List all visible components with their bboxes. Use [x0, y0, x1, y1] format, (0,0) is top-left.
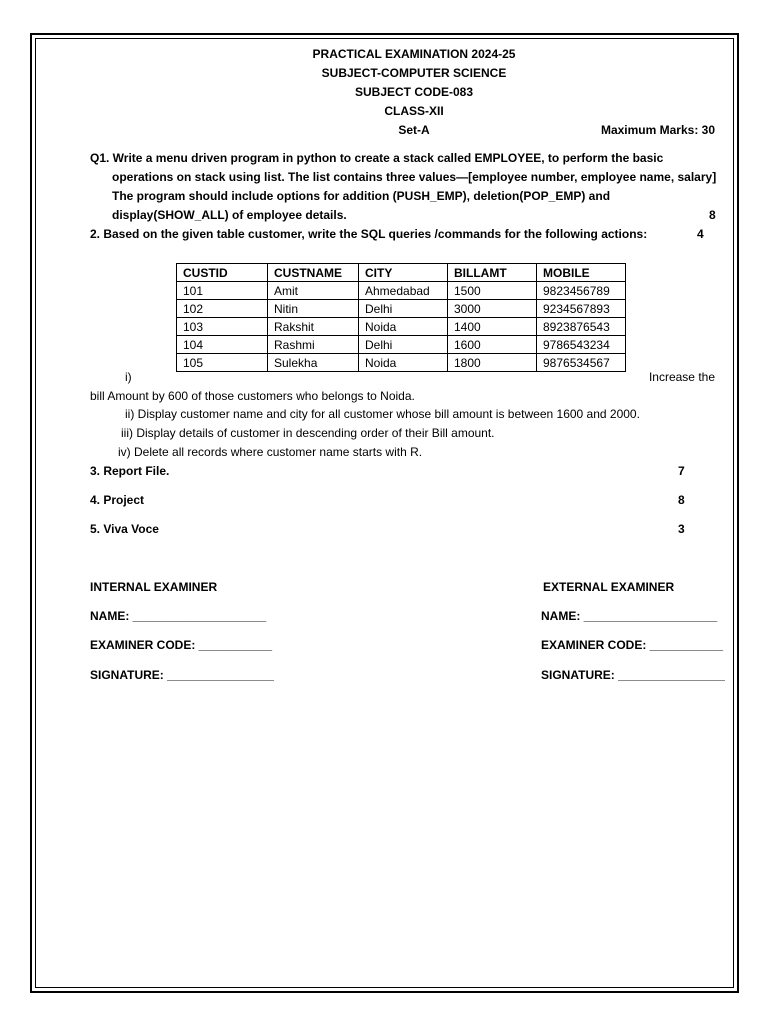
- table-cell: 8923876543: [537, 318, 626, 336]
- table-cell: Rashmi: [268, 336, 359, 354]
- q2-ii: ii) Display customer name and city for all customer whose bill amount is between 1600 and 2000.: [125, 407, 640, 421]
- table-cell: Sulekha: [268, 354, 359, 372]
- internal-signature-field: SIGNATURE: ________________: [90, 668, 274, 682]
- q5-marks: 3: [678, 522, 685, 536]
- table-row: [177, 318, 626, 336]
- q1-line3: The program should include options for addition (PUSH_EMP), deletion(POP_EMP) and: [112, 189, 611, 203]
- table-row: [177, 300, 626, 318]
- customer-table: [176, 263, 626, 372]
- q2-iii: iii) Display details of customer in descending order of their Bill amount.: [121, 426, 495, 440]
- external-examiner-title: EXTERNAL EXAMINER: [543, 580, 675, 594]
- q1-line1: Q1. Write a menu driven program in python to create a stack called EMPLOYEE, to perform the basic: [90, 151, 664, 165]
- external-code-field: EXAMINER CODE: ___________: [541, 638, 724, 652]
- q1-marks: 8: [709, 208, 716, 222]
- table-cell: Delhi: [359, 300, 448, 318]
- table-cell: 1600: [448, 336, 537, 354]
- subject-code: SUBJECT CODE-083: [354, 85, 474, 99]
- table-header-cell: CITY: [359, 264, 448, 282]
- table-cell: Rakshit: [268, 318, 359, 336]
- table-cell: 1400: [448, 318, 537, 336]
- table-cell: 1800: [448, 354, 537, 372]
- external-name-field: NAME: ____________________: [541, 609, 718, 623]
- table-cell: 101: [177, 282, 268, 300]
- max-marks: Maximum Marks: 30: [600, 123, 715, 137]
- q2-i-part1: Increase the: [648, 370, 715, 384]
- table-row: [177, 282, 626, 300]
- table-cell: 1500: [448, 282, 537, 300]
- table-cell: 9876534567: [537, 354, 626, 372]
- table-cell: 102: [177, 300, 268, 318]
- class-label: CLASS-XII: [384, 104, 444, 118]
- q1-line2: operations on stack using list. The list contains three values—[employee number, employee name, salary]: [112, 170, 717, 184]
- table-header-cell: BILLAMT: [448, 264, 537, 282]
- q2-iv: iv) Delete all records where customer name starts with R.: [118, 445, 423, 459]
- q2-text: 2. Based on the given table customer, write the SQL queries /commands for the following actions:: [90, 227, 648, 241]
- table-cell: 105: [177, 354, 268, 372]
- table-cell: 104: [177, 336, 268, 354]
- table-header-cell: CUSTNAME: [268, 264, 359, 282]
- table-cell: Noida: [359, 354, 448, 372]
- table-cell: 9234567893: [537, 300, 626, 318]
- table-cell: 9786543234: [537, 336, 626, 354]
- q4-marks: 8: [678, 493, 685, 507]
- q2-marks: 4: [697, 227, 704, 241]
- q4-text: 4. Project: [90, 493, 145, 507]
- set-label: Set-A: [398, 123, 430, 137]
- q2-i-part2: bill Amount by 600 of those customers who belongs to Noida.: [90, 389, 415, 403]
- table-cell: Ahmedabad: [359, 282, 448, 300]
- subject-title: SUBJECT-COMPUTER SCIENCE: [321, 66, 507, 80]
- table-cell: 9823456789: [537, 282, 626, 300]
- q3-text: 3. Report File.: [90, 464, 170, 478]
- q5-text: 5. Viva Voce: [90, 522, 159, 536]
- exam-title: PRACTICAL EXAMINATION 2024-25: [312, 47, 516, 61]
- internal-code-field: EXAMINER CODE: ___________: [90, 638, 273, 652]
- table-cell: Delhi: [359, 336, 448, 354]
- internal-name-field: NAME: ____________________: [90, 609, 267, 623]
- q1-line4: display(SHOW_ALL) of employee details.: [112, 208, 347, 222]
- internal-examiner-title: INTERNAL EXAMINER: [90, 580, 218, 594]
- table-header-cell: MOBILE: [537, 264, 626, 282]
- q3-marks: 7: [678, 464, 685, 478]
- table-cell: 103: [177, 318, 268, 336]
- table-row: [177, 354, 626, 372]
- table-cell: 3000: [448, 300, 537, 318]
- table-cell: Nitin: [268, 300, 359, 318]
- table-cell: Noida: [359, 318, 448, 336]
- external-signature-field: SIGNATURE: ________________: [541, 668, 725, 682]
- table-row: [177, 336, 626, 354]
- table-header-row: [177, 264, 626, 282]
- q2-i-label: i): [125, 370, 132, 384]
- table-header-cell: CUSTID: [177, 264, 268, 282]
- table-cell: Amit: [268, 282, 359, 300]
